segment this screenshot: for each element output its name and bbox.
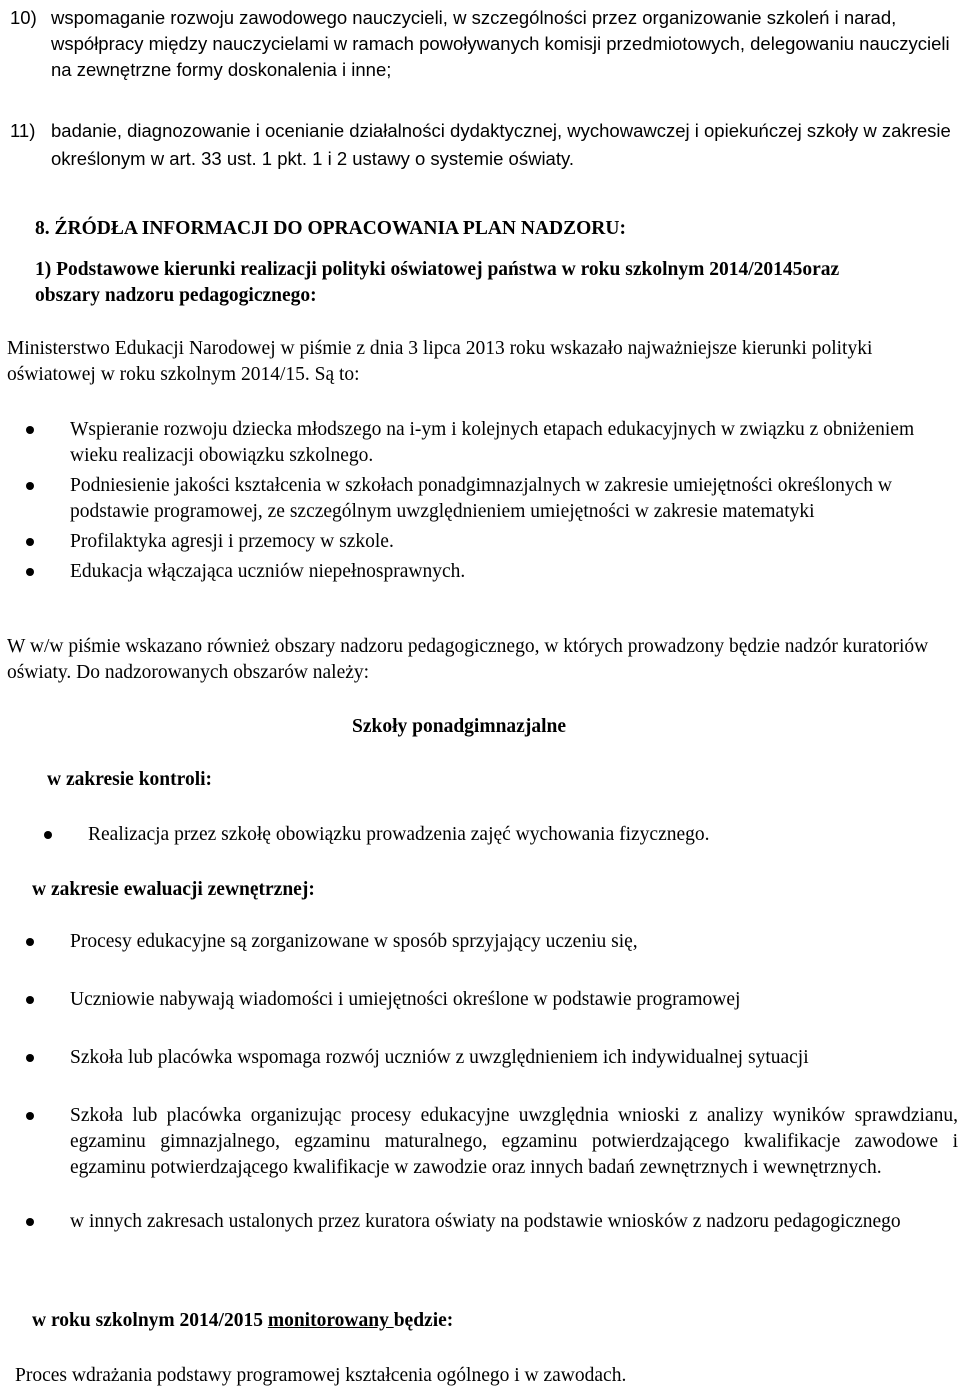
list-item: Podniesienie jakości kształcenia w szkołach ponadgimnazjalnych w zakresie umiejętności określonych w podstawie programowej, ze szczególnym uwzględnieniem umiejętności w zakresie matematyki xyxy=(0,473,950,525)
evaluation-heading: w zakresie ewaluacji zewnętrznej: xyxy=(32,879,315,900)
item-text: badanie, diagnozowanie i ocenianie działalności dydaktycznej, wychowawczej i opiekuńczej szkoły w zakresie określonym w art. 33 ust. 1 pkt. 1 i 2 ustawy o systemie oświaty. xyxy=(51,120,951,169)
list-item: Procesy edukacyjne są zorganizowane w sposób sprzyjający uczeniu się, xyxy=(0,929,958,955)
list-item: Szkoła lub placówka organizując procesy edukacyjne uwzględnia wnioski z analizy wyników sprawdzianu, egzaminu gimnazjalnego, egzaminu maturalnego, egzaminu potwierdzającego kwalifikacje zawodowe i egzaminu potwierdzającego kwalifikacje w zawodzie oraz innych badań zewnętrznych i wewnętrznych. xyxy=(0,1103,958,1181)
section-subheading: 1) Podstawowe kierunki realizacji polityki oświatowej państwa w roku szkolnym 2014/20145oraz obszary nadzoru pedagogicznego: xyxy=(35,259,840,306)
section-heading: 8. ŹRÓDŁA INFORMACJI DO OPRACOWANIA PLAN NADZORU: xyxy=(35,218,626,239)
last-line: Proces wdrażania podstawy programowej kształcenia ogólnego i w zawodach. xyxy=(15,1365,627,1386)
list-item: Profilaktyka agresji i przemocy w szkole. xyxy=(0,529,950,555)
list-item: w innych zakresach ustalonych przez kuratora oświaty na podstawie wniosków z nadzoru pedagogicznego xyxy=(0,1209,958,1235)
list-item: Wspieranie rozwoju dziecka młodszego na i-ym i kolejnych etapach edukacyjnych w związku z obniżeniem wieku realizacji obowiązku szkolnego. xyxy=(0,417,950,469)
list-item-11 xyxy=(10,117,955,173)
monitored-underlined: monitorowany xyxy=(267,1310,394,1331)
item-number: 11) xyxy=(10,120,36,141)
ministry-paragraph: Ministerstwo Edukacji Narodowej w piśmie z dnia 3 lipca 2013 roku wskazało najważniejsze kierunki polityki oświatowej w roku szkolnym 2014/15. Są to: xyxy=(7,338,873,385)
control-heading: w zakresie kontroli: xyxy=(47,769,213,790)
monitored-heading xyxy=(32,1308,453,1334)
list-item-10 xyxy=(10,5,955,83)
supervision-paragraph: W w/w piśmie wskazano również obszary nadzoru pedagogicznego, w których prowadzony będzie nadzór kuratoriów oświaty. Do nadzorowanych obszarów należy: xyxy=(7,636,929,683)
list-item: Szkoła lub placówka wspomaga rozwój uczniów z uwzględnieniem ich indywidualnej sytuacji xyxy=(0,1045,958,1071)
list-item: Uczniowie nabywają wiadomości i umiejętności określone w podstawie programowej xyxy=(0,987,958,1013)
directions-list xyxy=(0,417,950,585)
control-list xyxy=(18,822,938,848)
school-type-heading: Szkoły ponadgimnazjalne xyxy=(352,716,566,737)
monitored-prefix: w roku szkolnym 2014/2015 xyxy=(32,1310,268,1331)
item-number: 10) xyxy=(10,7,37,28)
list-item: Edukacja włączająca uczniów niepełnosprawnych. xyxy=(0,559,950,585)
item-text: wspomaganie rozwoju zawodowego nauczycieli, w szczególności przez organizowanie szkoleń i narad, współpracy między nauczycielami w ramach powoływanych komisji przedmiotowych, delegowaniu nauczycieli na zewnętrzne formy doskonalenia i inne; xyxy=(51,7,950,80)
evaluation-list xyxy=(0,929,958,1235)
monitored-suffix: będzie: xyxy=(393,1310,454,1331)
list-item: Realizacja przez szkołę obowiązku prowadzenia zajęć wychowania fizycznego. xyxy=(18,822,938,848)
